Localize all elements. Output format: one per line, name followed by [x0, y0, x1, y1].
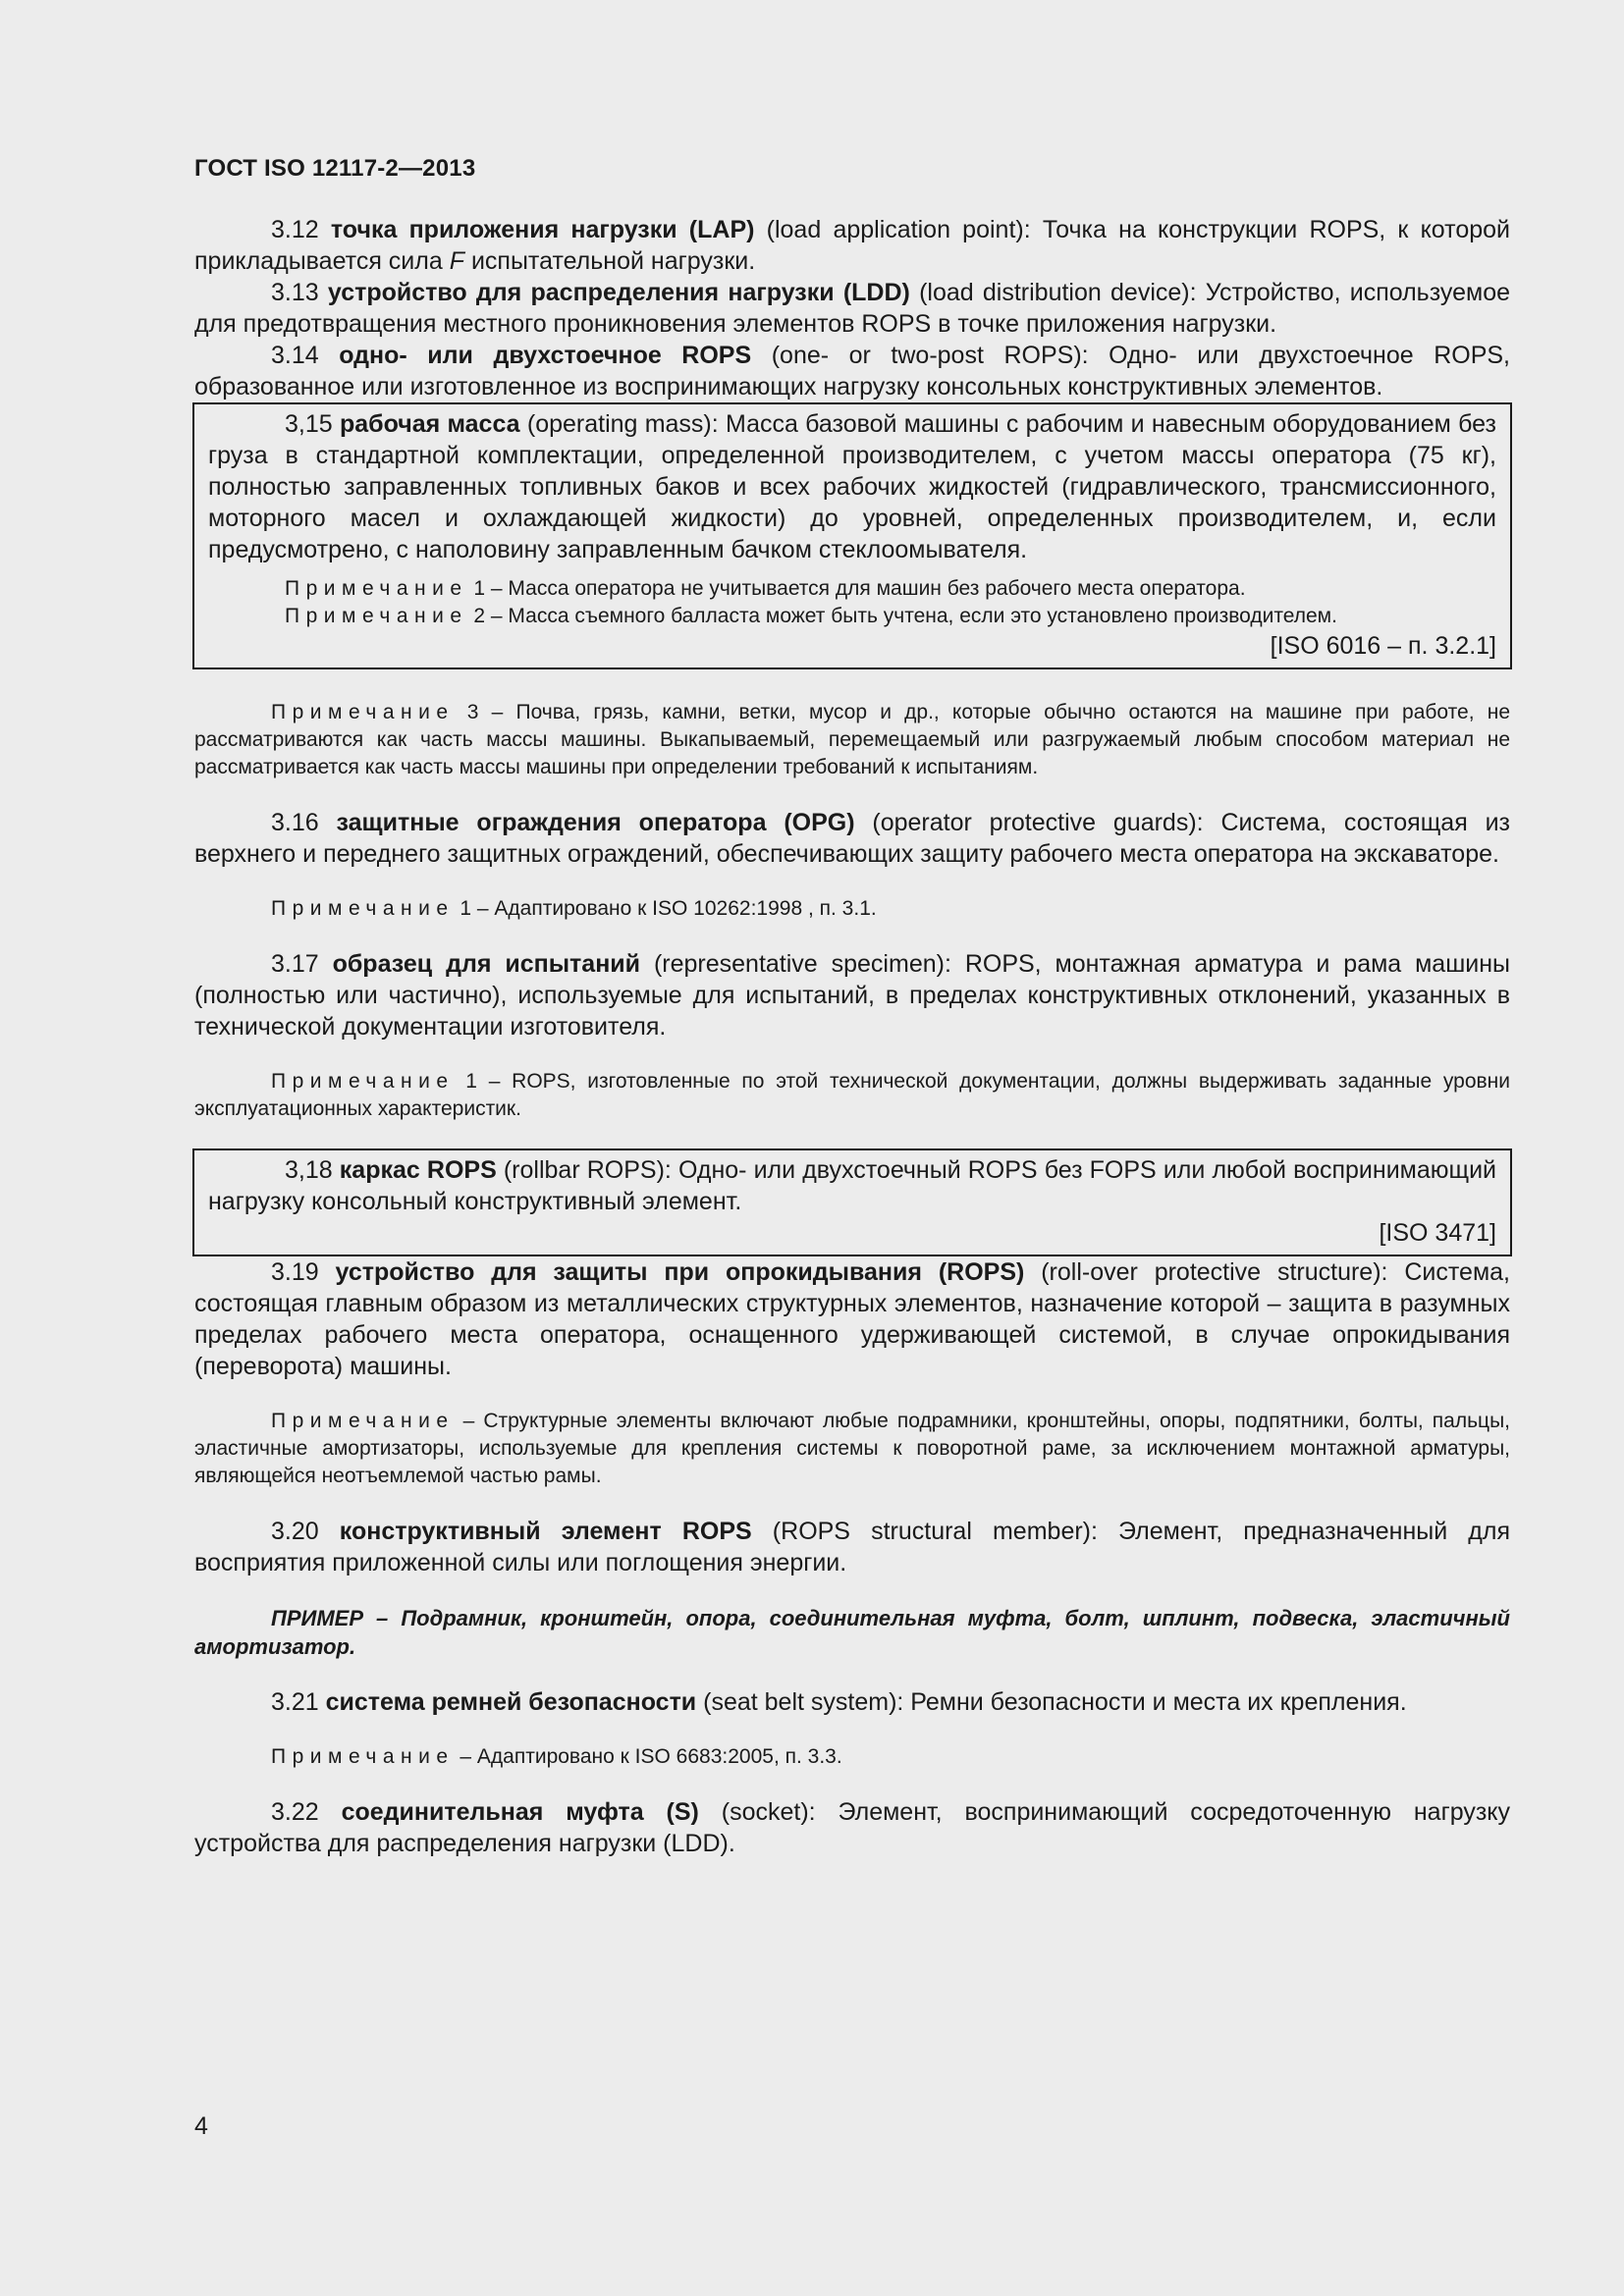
term-name: одно- или двухстоечное ROPS: [339, 342, 752, 369]
note-1: Примечание 1 – Масса оператора не учитывается для машин без рабочего места оператора.: [285, 577, 1246, 600]
term-name: устройство для распределения нагрузки (LDD): [327, 279, 910, 306]
variable-f: F: [449, 247, 464, 275]
term-number: 3.17: [271, 950, 319, 978]
term-3-16: 3.16 защитные ограждения оператора (OPG) (operator protective guards): Система, состоящая из верхнего и переднего защитных ограждений, обеспечивающих защиту рабочего места оператора на экскаваторе.: [194, 809, 1510, 868]
term-number: 3.20: [271, 1518, 319, 1545]
term-name: система ремней безопасности: [325, 1688, 697, 1716]
term-number: 3.21: [271, 1688, 319, 1716]
term-3-15: 3,15 рабочая масса (operating mass): Масса базовой машины с рабочим и навесным оборудованием без груза в стандартной комплектации, определенной производителем, с учетом массы оператора (75 кг), полностью заправленных топливных баков и всех рабочих жидкостей (гидравлического, трансмиссионного, моторного масел и охлаждающей жидкости) до уровней, определенных производителем, и, если предусмотрено, с наполовину заправленным бачком стеклоомывателя.: [208, 410, 1496, 563]
term-name: конструктивный элемент ROPS: [339, 1518, 752, 1545]
term-name: устройство для защиты при опрокидывания (ROPS): [335, 1258, 1025, 1286]
note-label: Примечание: [285, 605, 468, 627]
term-name: рабочая масса: [339, 410, 520, 438]
reference: [ISO 3471]: [1379, 1219, 1496, 1247]
term-number: 3.22: [271, 1798, 319, 1826]
term-name: защитные ограждения оператора (OPG): [336, 809, 855, 836]
term-3-22: 3.22 соединительная муфта (S) (socket): Элемент, воспринимающий сосредоточенную нагрузку устройства для распределения нагрузки (LDD).: [194, 1798, 1511, 1857]
term-3-14: 3.14 одно- или двухстоечное ROPS (one- or two-post ROPS): Одно- или двухстоечное ROPS, образованное или изготовленное из воспринимающих нагрузку консольных конструктивных элементов.: [194, 342, 1510, 400]
term-3-21: 3.21 система ремней безопасности (seat belt system): Ремни безопасности и места их крепления.: [271, 1688, 1407, 1716]
term-3-18-box: [192, 1148, 1512, 1256]
note-label: Примечание: [271, 897, 455, 920]
example-3-20: ПРИМЕР – Подрамник, кронштейн, опора, соединительная муфта, болт, шплинт, подвеска, эластичный амортизатор.: [194, 1606, 1510, 1659]
term-number: 3.16: [271, 809, 319, 836]
term-3-20: 3.20 конструктивный элемент ROPS (ROPS structural member): Элемент, предназначенный для восприятия приложенной силы или поглощения энергии.: [194, 1518, 1510, 1576]
term-name: соединительная муфта (S): [341, 1798, 699, 1826]
term-3-12: 3.12 точка приложения нагрузки (LAP) (load application point): Точка на конструкции ROPS, к которой прикладывается сила F испытательной нагрузки.: [194, 216, 1510, 275]
note-3-19: Примечание – Структурные элементы включают любые подрамники, кронштейны, опоры, подпятники, болты, пальцы, эластичные амортизаторы, используемые для крепления системы к поворотной раме, за исключением монтажной арматуры, являющейся неотъемлемой частью рамы.: [194, 1410, 1510, 1487]
term-number: 3.12: [271, 216, 319, 243]
term-number: 3.14: [271, 342, 319, 369]
term-3-15-box: [192, 402, 1512, 669]
term-name: точка приложения нагрузки (LAP): [330, 216, 755, 243]
document-body: [194, 214, 1510, 1859]
note-label: Примечание: [271, 1070, 455, 1093]
term-number: 3,15: [285, 410, 333, 438]
term-name: каркас ROPS: [339, 1156, 497, 1184]
note-label: Примечание: [271, 1745, 455, 1768]
page-number: 4: [194, 2112, 208, 2140]
reference: [ISO 6016 – п. 3.2.1]: [1270, 632, 1496, 660]
term-number: 3.13: [271, 279, 319, 306]
note-3-17: Примечание 1 – ROPS, изготовленные по этой технической документации, должны выдерживать заданные уровни эксплуатационных характеристик.: [194, 1070, 1510, 1120]
note-label: Примечание: [271, 701, 455, 723]
note-label: Примечание: [285, 577, 468, 600]
term-3-19: 3.19 устройство для защиты при опрокидывания (ROPS) (roll-over protective structure): Система, состоящая главным образом из металлических структурных элементов, назначение которой – защита в разумных пределах рабочего места оператора, оснащенного удерживающей системой, в случае опрокидывания (переворота) машины.: [194, 1258, 1510, 1380]
note-3-16: Примечание 1 – Адаптировано к ISO 10262:1998 , п. 3.1.: [271, 897, 877, 920]
document-header: ГОСТ ISO 12117-2—2013: [194, 155, 476, 182]
term-number: 3,18: [285, 1156, 333, 1184]
term-name: образец для испытаний: [332, 950, 641, 978]
term-3-17: 3.17 образец для испытаний (representative specimen): ROPS, монтажная арматура и рама машины (полностью или частично), используемые для испытаний, в пределах конструктивных отклонений, указанных в технической документации изготовителя.: [194, 950, 1510, 1041]
note-label: Примечание: [271, 1410, 455, 1432]
note-2: Примечание 2 – Масса съемного балласта может быть учтена, если это установлено производителем.: [285, 605, 1337, 627]
note-3-21: Примечание – Адаптировано к ISO 6683:2005, п. 3.3.: [271, 1745, 842, 1768]
note-3: Примечание 3 – Почва, грязь, камни, ветки, мусор и др., которые обычно остаются на машине при работе, не рассматриваются как часть массы машины. Выкапываемый, перемещаемый или разгружаемый любым способом материал не рассматривается как часть массы машины при определении требований к испытаниям.: [194, 701, 1510, 778]
term-number: 3.19: [271, 1258, 319, 1286]
term-3-13: 3.13 устройство для распределения нагрузки (LDD) (load distribution device): Устройство, используемое для предотвращения местного проникновения элементов ROPS в точке приложения нагрузки.: [194, 279, 1511, 338]
term-3-18: 3,18 каркас ROPS (rollbar ROPS): Одно- или двухстоечный ROPS без FOPS или любой воспринимающий нагрузку консольный конструктивный элемент.: [208, 1156, 1496, 1215]
